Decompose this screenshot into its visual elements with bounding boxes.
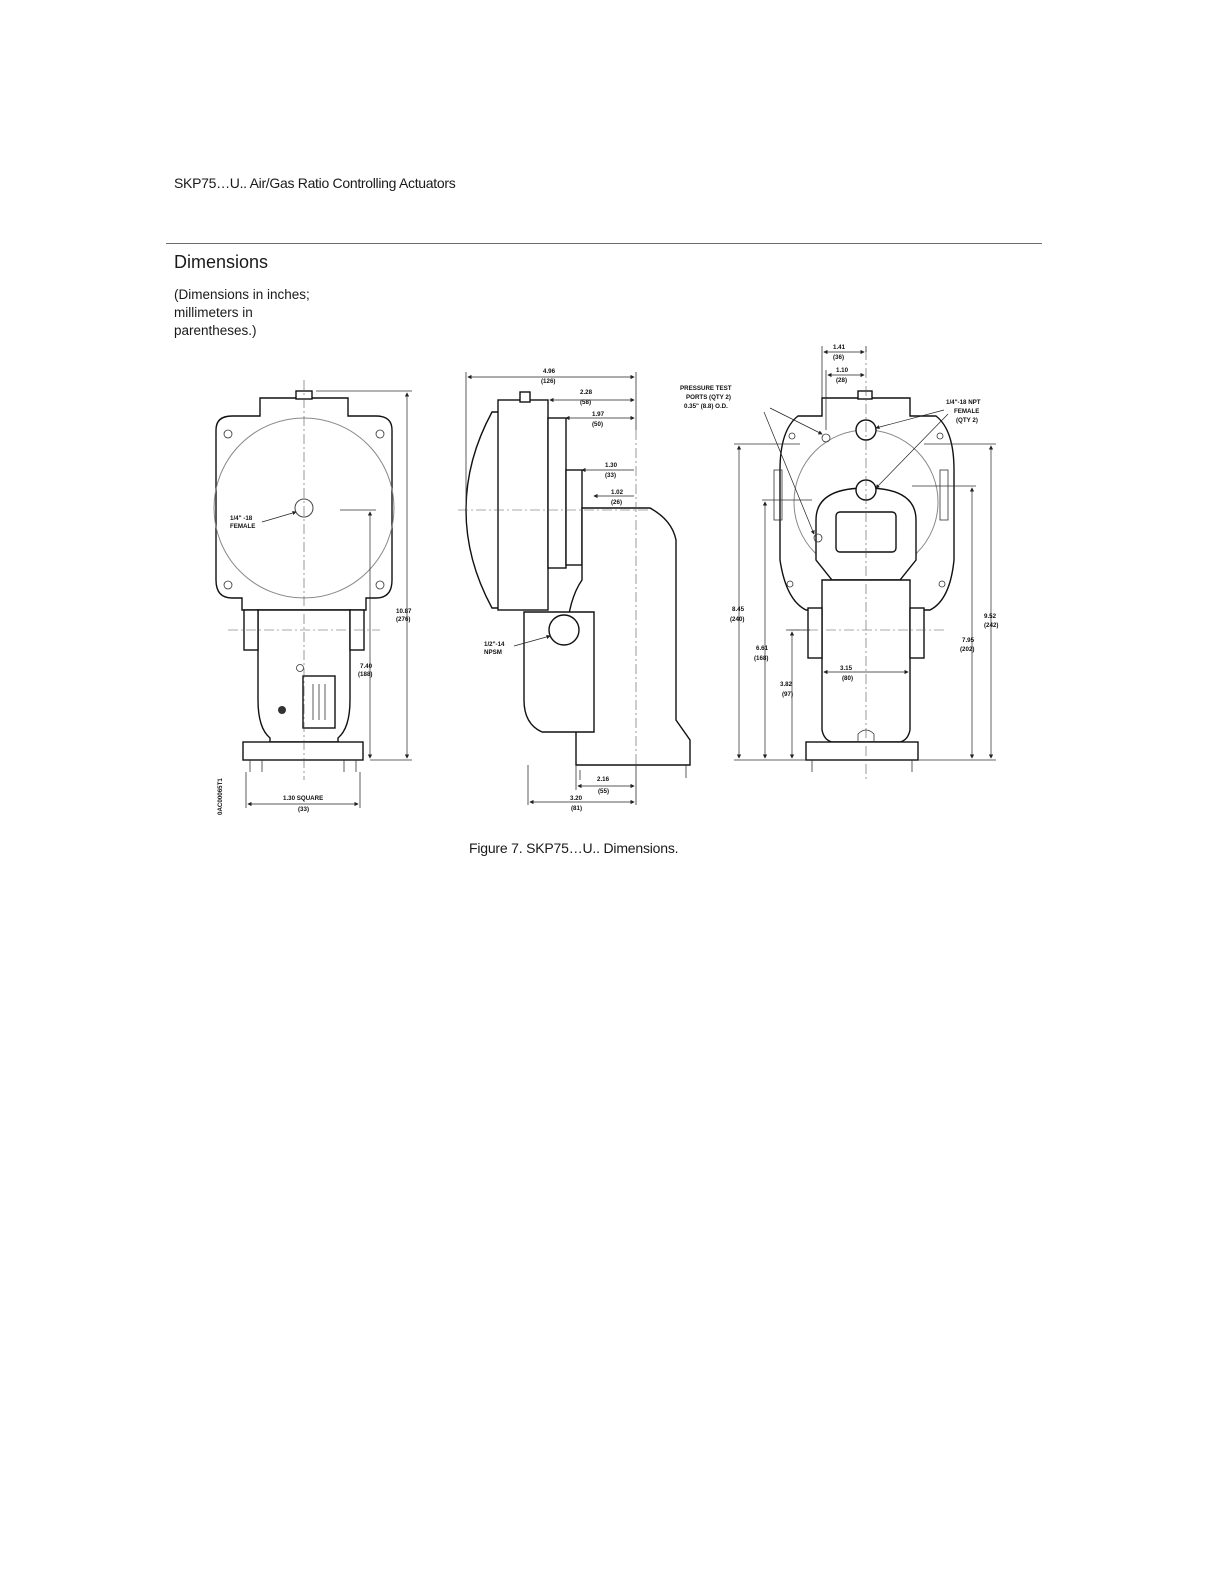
npt-label: (QTY 2)	[956, 417, 978, 424]
side-dim-mm: (58)	[580, 399, 592, 406]
base-square-mm: (33)	[298, 806, 310, 813]
front-port-label: 1/4" -18	[230, 515, 253, 522]
side-dim-value: 1.30	[605, 462, 618, 469]
rear-top-boss	[858, 391, 872, 399]
npt-label: FEMALE	[954, 408, 980, 415]
side-dim-value: 2.28	[580, 389, 593, 396]
rear-left-mm: (240)	[730, 616, 745, 623]
note-line: millimeters in	[174, 305, 253, 320]
rear-right-value: 9.52	[984, 613, 997, 620]
rear-width-value: 3.15	[840, 665, 853, 672]
side-top-boss	[520, 392, 530, 402]
rear-top-value: 1.41	[833, 344, 846, 351]
pressure-label: PRESSURE TEST	[680, 385, 732, 392]
side-view	[458, 368, 690, 812]
side-bottom-mm: (81)	[571, 805, 583, 812]
figure-caption: Figure 7. SKP75…U.. Dimensions.	[469, 840, 679, 856]
rear-left-mm: (168)	[754, 655, 769, 662]
note-line: parentheses.)	[174, 323, 257, 338]
rear-top-value: 1.10	[836, 367, 849, 374]
side-dim-mm: (26)	[611, 499, 623, 506]
side-bottom-mm: (55)	[598, 788, 610, 795]
side-step-2	[566, 470, 582, 565]
rear-right-mm: (202)	[960, 646, 975, 653]
rear-top-mm: (36)	[833, 354, 845, 361]
pressure-label: PORTS (QTY 2)	[686, 394, 731, 401]
pressure-label: 0.35" (8.8) O.D.	[684, 403, 728, 410]
side-dim-value: 4.96	[543, 368, 556, 375]
side-bottom-value: 2.16	[597, 776, 610, 783]
side-inlet-port	[549, 615, 579, 645]
height-lower-mm: (188)	[358, 671, 373, 678]
note-line: (Dimensions in inches;	[174, 287, 310, 302]
rear-left-value: 6.61	[756, 645, 769, 652]
side-dim-value: 1.02	[611, 489, 624, 496]
npt-label: 1/4"-18 NPT	[946, 399, 981, 406]
height-lower-value: 7.40	[360, 663, 373, 670]
rear-width-mm: (80)	[842, 675, 854, 682]
rear-right-value: 7.95	[962, 637, 975, 644]
side-dim-mm: (126)	[541, 378, 556, 385]
front-view	[214, 380, 412, 815]
side-bottom-value: 3.20	[570, 795, 583, 802]
rear-left-value: 3.82	[780, 681, 793, 688]
side-dim-mm: (33)	[605, 472, 617, 479]
side-step-1	[548, 418, 566, 568]
ground-screw	[278, 706, 286, 714]
height-total-value: 10.87	[396, 608, 412, 615]
inlet-label: 1/2"-14	[484, 641, 505, 648]
base-square-value: 1.30 SQUARE	[283, 795, 324, 802]
rear-left-value: 8.45	[732, 606, 745, 613]
rear-top-mm: (28)	[836, 377, 848, 384]
document-header: SKP75…U.. Air/Gas Ratio Controlling Actuators	[174, 175, 456, 191]
rear-left-mm: (97)	[782, 691, 794, 698]
side-dim-mm: (50)	[592, 421, 604, 428]
inlet-label: NPSM	[484, 649, 502, 656]
rear-lug	[808, 608, 822, 658]
front-port-label: FEMALE	[230, 523, 256, 530]
rear-lug	[910, 608, 924, 658]
drawing-id: 0AC00065T1	[217, 778, 224, 815]
rear-base-flange	[806, 742, 918, 760]
front-base-flange	[243, 742, 363, 760]
side-dim-value: 1.97	[592, 411, 605, 418]
rear-right-mm: (242)	[984, 622, 999, 629]
side-housing	[498, 400, 548, 610]
height-total-mm: (276)	[396, 616, 411, 623]
rear-view	[680, 344, 998, 780]
section-title: Dimensions	[174, 252, 269, 272]
